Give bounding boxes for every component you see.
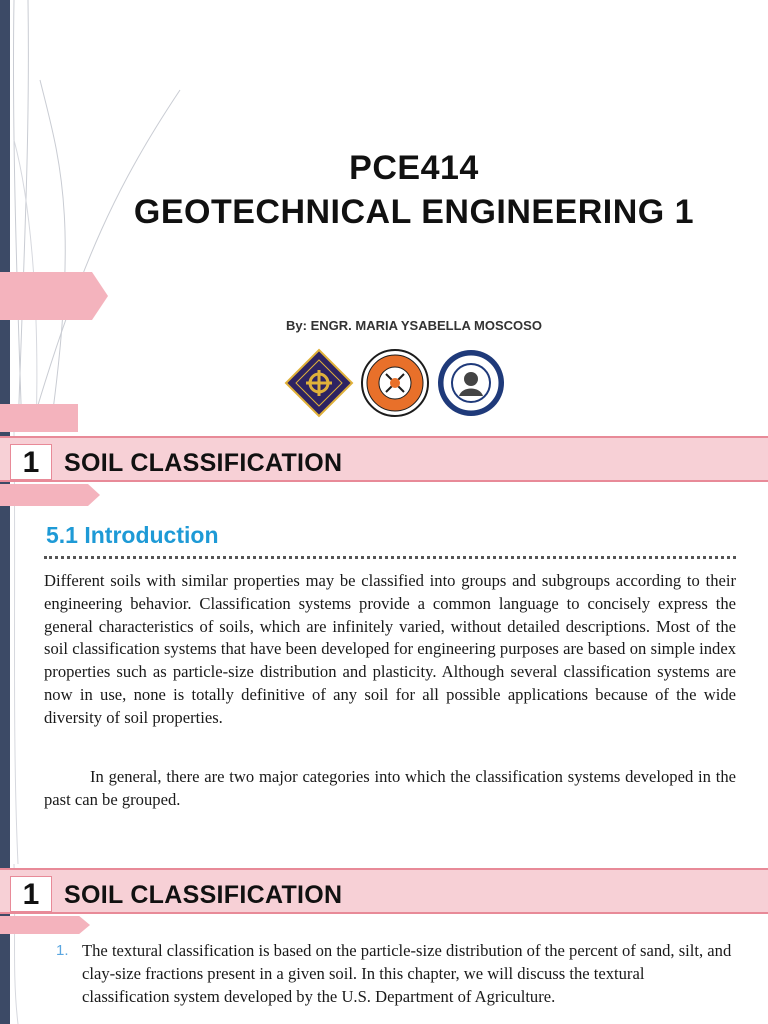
intro-paragraph-2: In general, there are two major categories into which the classification systems developed in the past can be grouped. [44,767,736,809]
section-header-band [0,868,768,914]
list-item-text: The textural classification is based on the particle-size distribution of the percent of sand, silt, and clay-size fractions present in a given soil. In this chapter, we will discuss the textural classification system developed by the U.S. Department of Agriculture. [82,941,732,1006]
institute-seal-icon [284,348,354,418]
title-block [60,146,768,234]
section-title: SOIL CLASSIFICATION [64,881,343,909]
university-seal-icon [436,348,506,418]
author-byline: By: ENGR. MARIA YSABELLA MOSCOSO [286,318,542,333]
title-slide [0,0,768,432]
dotted-divider [44,556,736,559]
introduction-slide [0,432,768,864]
course-code: PCE414 [349,149,479,187]
list-item [56,940,736,1008]
pink-tab [0,916,90,934]
seal-row [284,348,508,420]
course-title: GEOTECHNICAL ENGINEERING 1 [133,193,695,231]
list-item-number: 1. [56,942,69,959]
intro-paragraph: Different soils with similar properties may be classified into groups and subgroups according to their engineering behavior. Classification systems provide a common language to concisely express the general characteristics of soils, which are infinitely varied, without detailed descriptions. Most of the soil classification systems that have been developed for engineering purposes are based on simple index properties such as particle-size distribution and plasticity. Although several classification systems are now in use, none is totally definitive of any soil for all possible applications because of the wide diversity of soil properties. [44,571,736,727]
pink-tab [0,484,100,506]
section-header-band [0,436,768,482]
subsection-heading: 5.1 Introduction [46,522,219,548]
section-title: SOIL CLASSIFICATION [64,449,343,477]
section-number: 1 [10,444,52,480]
engineering-program-seal-icon [360,348,430,418]
textural-classification-slide [0,864,768,1024]
section-number: 1 [10,876,52,912]
